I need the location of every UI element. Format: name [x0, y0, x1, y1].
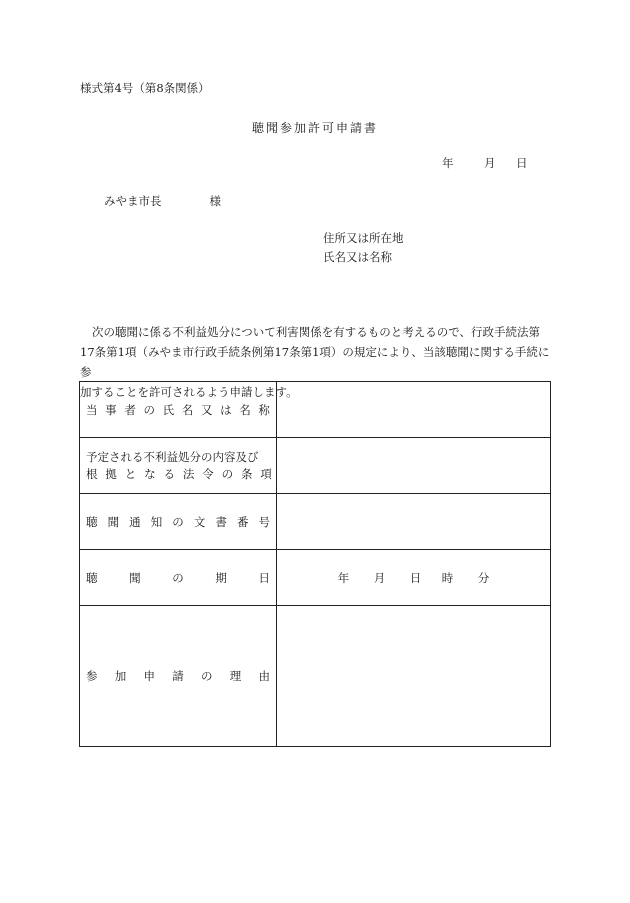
participation-reason-label-cell: 参 加 申 請 の 理 由	[80, 606, 277, 747]
hearing-date-units: 年 月 日 時 分	[337, 570, 490, 585]
disposition-content-label-cell: 予定される不利益処分の内容及び 根 拠 と な る 法 令 の 条 項	[80, 438, 277, 494]
table-row	[80, 550, 551, 606]
table-row	[80, 438, 551, 494]
application-form-table	[79, 381, 551, 747]
disposition-content-field[interactable]	[277, 438, 551, 494]
applicant-address-label: 住所又は所在地	[323, 231, 404, 245]
hearing-date-label-cell: 聴 聞 の 期 日	[80, 550, 277, 606]
date-line	[442, 155, 528, 171]
table-row	[80, 494, 551, 550]
party-name-label-cell: 当 事 者 の 氏 名 又 は 名 称	[80, 382, 277, 438]
statement-line-3: 加することを許可されるよう申請します。	[80, 385, 298, 399]
statement-line-2: 17条第1項（みやま市行政手続条例第17条第1項）の規定により、当該聴聞に関する手続に参	[80, 345, 550, 379]
date-day-label: 日	[516, 156, 528, 170]
addressee	[104, 193, 221, 209]
statement-line-1: 次の聴聞に係る不利益処分について利害関係を有するものと考えるので、行政手続法第	[92, 325, 541, 339]
form-number: 様式第4号（第8条関係）	[80, 81, 210, 95]
addressee-name: みやま市長	[104, 194, 162, 208]
notice-number-label-cell: 聴 聞 通 知 の 文 書 番 号	[80, 494, 277, 550]
applicant-name-label: 氏名又は名称	[323, 250, 392, 264]
table-row	[80, 606, 551, 747]
participation-reason-field[interactable]	[277, 606, 551, 747]
notice-number-field[interactable]	[277, 494, 551, 550]
addressee-honorific: 様	[209, 194, 221, 208]
date-year-label: 年	[442, 156, 454, 170]
date-month-label: 月	[484, 156, 496, 170]
table-row	[80, 382, 551, 438]
document-title: 聴聞参加許可申請書	[251, 121, 378, 135]
party-name-field[interactable]	[277, 382, 551, 438]
hearing-date-field[interactable]	[277, 550, 551, 606]
